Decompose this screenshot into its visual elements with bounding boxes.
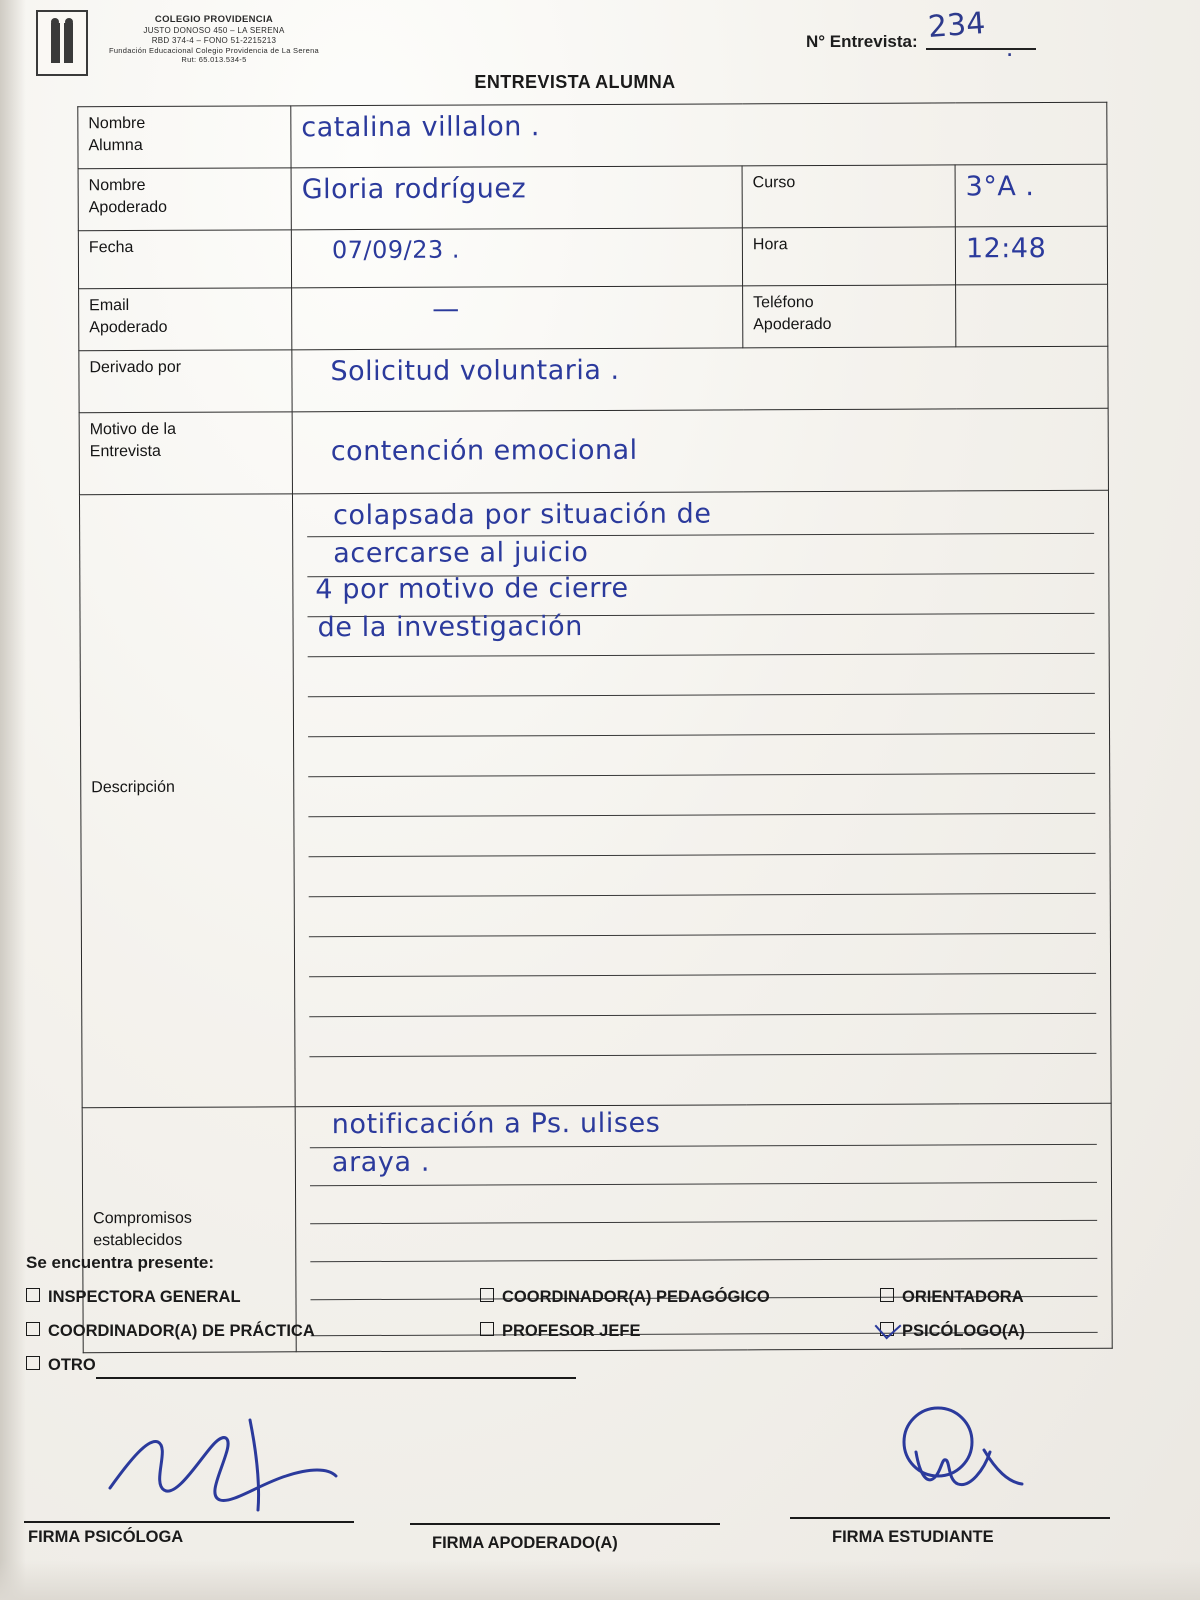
checkbox-label: COORDINADOR(A) PEDAGÓGICO (502, 1288, 770, 1306)
label-commitments (82, 1107, 296, 1353)
interview-number-value: 234 (926, 6, 987, 45)
checkbox-orientadora[interactable] (880, 1288, 1024, 1307)
checkbox-box-checked-icon[interactable] (880, 1322, 894, 1336)
description-label-text: Descripción (91, 778, 175, 797)
value-description[interactable] (292, 490, 1111, 1107)
checkbox-label: PROFESOR JEFE (502, 1322, 641, 1340)
value-guardian-name[interactable] (291, 166, 742, 230)
interview-number-label: N° Entrevista: (806, 32, 918, 51)
table-row-reason (79, 408, 1108, 494)
handwriting-description-line-1: colapsada por situación de (333, 498, 712, 532)
label-guardian-phone: Teléfono Apoderado (743, 285, 956, 348)
school-letterhead (36, 8, 336, 78)
label-reason: Motivo de la Entrevista (79, 412, 292, 495)
checkbox-label: INSPECTORA GENERAL (48, 1288, 241, 1306)
school-rbd-phone: RBD 374-4 – FONO 51-2215213 (151, 35, 277, 45)
value-time[interactable] (955, 226, 1107, 285)
label-course: Curso (742, 165, 955, 228)
page-bottom-shadow (0, 1560, 1200, 1600)
table-row-student-name (78, 102, 1107, 168)
signature-label-psychologist: FIRMA PSICÓLOGA (28, 1528, 184, 1546)
handwriting-guardian-email: — (432, 293, 460, 325)
value-date[interactable] (291, 228, 742, 288)
handwriting-referred-by: Solicitud voluntaria . (330, 354, 620, 388)
checkbox-box-icon[interactable] (880, 1288, 894, 1302)
handwriting-student-name: catalina villalon . (301, 111, 541, 144)
label-guardian-email: Email Apoderado (79, 288, 292, 351)
checkbox-label: OTRO (48, 1356, 96, 1374)
handwriting-course: 3°A . (965, 171, 1035, 203)
school-rut: Rut: 65.013.534-5 (181, 55, 247, 65)
checkbox-box-icon[interactable] (480, 1288, 494, 1302)
handwriting-reason: contención emocional (330, 434, 638, 468)
handwriting-description-line-2: acercarse al juicio (333, 537, 589, 570)
interview-number-period: . (1006, 32, 1014, 62)
value-reason[interactable] (292, 408, 1108, 494)
table-row-commitments (82, 1103, 1112, 1352)
handwriting-guardian-name: Gloria rodríguez (301, 173, 527, 206)
student-signature-ink (880, 1400, 1040, 1520)
school-logo-icon (36, 10, 88, 76)
checkbox-otro[interactable] (26, 1356, 96, 1375)
school-foundation: Fundación Educacional Colegio Providencia de La Serena (108, 45, 320, 55)
value-student-name[interactable] (291, 102, 1107, 168)
school-address: JUSTO DONOSO 450 – LA SERENA (143, 25, 285, 35)
signature-rule-student (790, 1516, 1110, 1519)
label-time: Hora (742, 227, 955, 286)
checkbox-box-icon[interactable] (26, 1288, 40, 1302)
value-course[interactable] (955, 164, 1107, 227)
value-guardian-phone[interactable] (956, 284, 1108, 347)
label-guardian-name: Nombre Apoderado (78, 168, 291, 231)
table-row-guardian-name (78, 164, 1107, 230)
signature-label-guardian: FIRMA APODERADO(A) (432, 1534, 618, 1552)
checkbox-inspectora-general[interactable] (26, 1288, 241, 1307)
psychologist-signature-ink (100, 1410, 380, 1520)
label-description (79, 494, 295, 1108)
signature-rule-guardian (410, 1522, 720, 1525)
signature-label-student: FIRMA ESTUDIANTE (832, 1528, 994, 1546)
presence-section-title: Se encuentra presente: (26, 1253, 215, 1272)
table-row-description (79, 490, 1111, 1107)
checkbox-label: ORIENTADORA (902, 1288, 1024, 1306)
interview-form-table (77, 102, 1112, 1353)
checkbox-profesor-jefe[interactable] (480, 1322, 640, 1341)
checkbox-label: PSICÓLOGO(A) (902, 1322, 1025, 1340)
handwriting-description-line-4: de la investigación (317, 611, 584, 644)
table-row-date (78, 226, 1107, 288)
page-edge-shadow (0, 0, 26, 1600)
checkbox-psicologo[interactable] (880, 1322, 1025, 1341)
commitments-label-text: Compromisos establecidos (93, 1209, 192, 1249)
interview-number-field (806, 30, 1036, 52)
handwriting-date: 07/09/23 . (331, 235, 461, 265)
checkbox-box-icon[interactable] (26, 1322, 40, 1336)
handwriting-description-line-3: 4 por motivo de cierre (315, 572, 629, 606)
checkbox-coordinador-pedagogico[interactable] (480, 1288, 770, 1307)
handwriting-time: 12:48 (965, 233, 1047, 265)
checkbox-box-icon[interactable] (26, 1356, 40, 1370)
value-commitments[interactable] (295, 1103, 1112, 1352)
table-row-referred-by (79, 346, 1108, 412)
value-referred-by[interactable] (292, 346, 1108, 412)
handwriting-commitments-line-2: araya . (331, 1146, 431, 1179)
checkbox-label: COORDINADOR(A) DE PRÁCTICA (48, 1322, 315, 1340)
label-student-name: Nombre Alumna (78, 106, 291, 169)
label-referred-by: Derivado por (79, 350, 292, 413)
school-name: COLEGIO PROVIDENCIA (154, 14, 274, 25)
signature-rule-psychologist (24, 1520, 354, 1523)
value-guardian-email[interactable] (292, 286, 743, 350)
label-date: Fecha (78, 230, 291, 289)
table-row-guardian-email (79, 284, 1108, 350)
handwriting-commitments-line-1: notificación a Ps. ulises (331, 1107, 661, 1141)
otro-write-in-rule[interactable] (96, 1376, 576, 1379)
checkbox-box-icon[interactable] (480, 1322, 494, 1336)
checkbox-coordinador-practica[interactable] (26, 1322, 315, 1341)
page-title: ENTREVISTA ALUMNA (474, 72, 676, 92)
